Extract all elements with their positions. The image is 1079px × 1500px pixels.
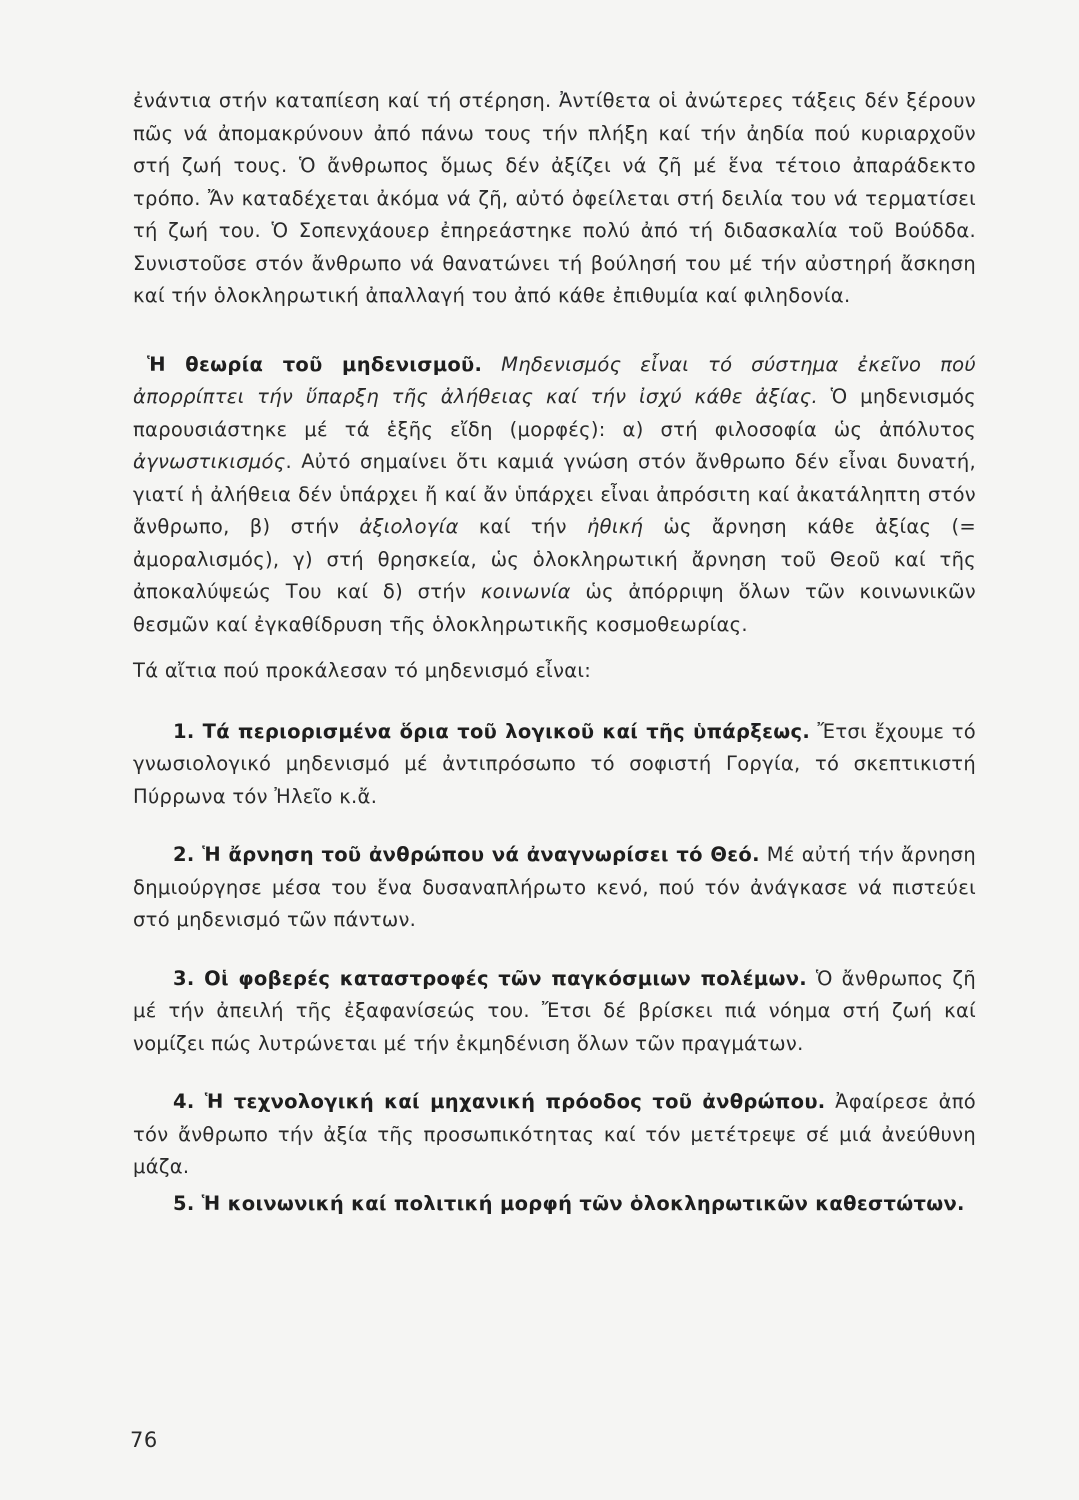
- nihilism-text-4: ὡς ἄρνηση κάθε ἀξίας (= ἀμοραλισμός), γ) στή θρησκεία, ὡς ὁλοκληρωτική ἄρνηση τοῦ Θεοῦ καί τῆς ἀποκαλύψεώς Του καί δ) στήν: [133, 515, 977, 603]
- nihilism-text-2: . Αὐτό σημαίνει ὅτι καμιά γνώση στόν ἄνθρωπο δέν εἶναι δυνατή, γιατί ἡ ἀλήθεια δέν ὑπάρχει ἤ καί ἄν ὑπάρχει εἶναι ἀπρόσιτη καί ἀκατάληπτη στόν ἄνθρωπο, β) στήν: [133, 450, 976, 538]
- cause-text: Ἔτσι ἔχουμε τό γνωσιολογικό μηδενισμό μέ ἀντιπρόσωπο τό σοφιστή Γοργία, τό σκεπτικιστή Πύρρωνα τόν Ἠλεῖο κ.ἄ.: [133, 719, 976, 808]
- page-number: 76: [130, 1428, 158, 1452]
- nihilism-text-5: ὡς ἀπόρριψη ὅλων τῶν κοινωνικῶν θεσμῶν καί ἐγκαθίδρυση τῆς ὁλοκληρωτικῆς κοσμοθεωρίας.: [133, 580, 976, 636]
- paragraph-nihilism-theory: [133, 349, 976, 642]
- term-society: κοινωνία: [480, 580, 571, 603]
- term-ethics: ἠθική: [586, 515, 644, 538]
- cause-title: 1. Τά περιορισμένα ὅρια τοῦ λογικοῦ καί τῆς ὑπάρξεως.: [173, 719, 811, 743]
- cause-item: [133, 963, 976, 1061]
- paragraph-schopenhauer: ἐνάντια στήν καταπίεση καί τή στέρηση. Ἀντίθετα οἱ ἀνώτερες τάξεις δέν ξέρουν πῶς νά ἀπομακρύνουν ἀπό πάνω τους τήν πλήξη καί τήν ἀηδία πού κυριαρχοῦν στή ζωή τους. Ὁ ἄνθρωπος ὅμως δέν ἀξίζει νά ζῆ μέ ἕνα τέτοιο ἀπαράδεκτο τρόπο. Ἄν καταδέχεται ἀκόμα νά ζῆ, αὐτό ὀφείλεται στή δειλία του νά τερματίσει τή ζωή του. Ὁ Σοπενχάουερ ἐπηρεάστηκε πολύ ἀπό τή διδασκαλία τοῦ Βούδδα. Συνιστοῦσε στόν ἄνθρωπο νά θανατώνει τή βούλησή του μέ τήν αὐστηρή ἄσκηση καί τήν ὁλοκληρωτική ἀπαλλαγή του ἀπό κάθε ἐπιθυμία καί φιληδονία.: [133, 89, 976, 307]
- cause-item: [133, 1188, 976, 1221]
- page-body: [133, 85, 976, 1246]
- term-axiology: ἀξιολογία: [359, 515, 459, 538]
- section-heading-nihilism: Ἡ θεωρία τοῦ μηδενισμοῦ.: [147, 352, 483, 376]
- cause-text: Ἀφαίρεσε ἀπό τόν ἄνθρωπο τήν ἀξία τῆς προσωπικότητας καί τόν μετέτρεψε σέ μιά ἀνεύθυνη μάζα.: [133, 1090, 976, 1178]
- nihilism-definition: Μηδενισμός εἶναι τό σύστημα ἐκεῖνο πού ἀπορρίπτει τήν ὕπαρξη τῆς ἀλήθειας καί τήν ἰσχύ κάθε ἀξίας.: [133, 352, 976, 408]
- term-agnosticism: ἀγνωστικισμός: [133, 450, 286, 473]
- cause-item: [133, 1086, 976, 1184]
- cause-title: 2. Ἡ ἄρνηση τοῦ ἀνθρώπου νά ἀναγνωρίσει τό Θεό.: [173, 843, 760, 866]
- cause-item: [133, 839, 976, 937]
- nihilism-text-1: Ὁ μηδενισμός παρουσιάστηκε μέ τά ἑξῆς εἴδη (μορφές): α) στή φιλοσοφία ὡς ἀπόλυτος: [133, 385, 976, 441]
- cause-title: 5. Ἡ κοινωνική καί πολιτική μορφή τῶν ὁλοκληρωτικῶν καθεστώτων.: [173, 1191, 965, 1215]
- cause-item: [133, 716, 976, 814]
- causes-intro: Τά αἴτια πού προκάλεσαν τό μηδενισμό εἶναι:: [133, 659, 592, 682]
- cause-title: 3. Οἱ φοβερές καταστροφές τῶν παγκόσμιων πολέμων.: [173, 966, 807, 990]
- cause-text: Ὁ ἄνθρωπος ζῆ μέ τήν ἀπειλή τῆς ἐξαφανίσεώς του. Ἔτσι δέ βρίσκει πιά νόημα στή ζωή καί νομίζει πώς λυτρώνεται μέ τήν ἐκμηδένιση ὅλων τῶν πραγμάτων.: [133, 966, 976, 1055]
- cause-title: 4. Ἡ τεχνολογική καί μηχανική πρόοδος τοῦ ἀνθρώπου.: [173, 1090, 826, 1113]
- cause-text: Μέ αὐτή τήν ἄρνηση δημιούργησε μέσα του ἕνα δυσαναπλήρωτο κενό, πού τόν ἀνάγκασε νά πιστεύει στό μηδενισμό τῶν πάντων.: [133, 843, 977, 931]
- nihilism-text-3: καί τήν: [458, 515, 587, 538]
